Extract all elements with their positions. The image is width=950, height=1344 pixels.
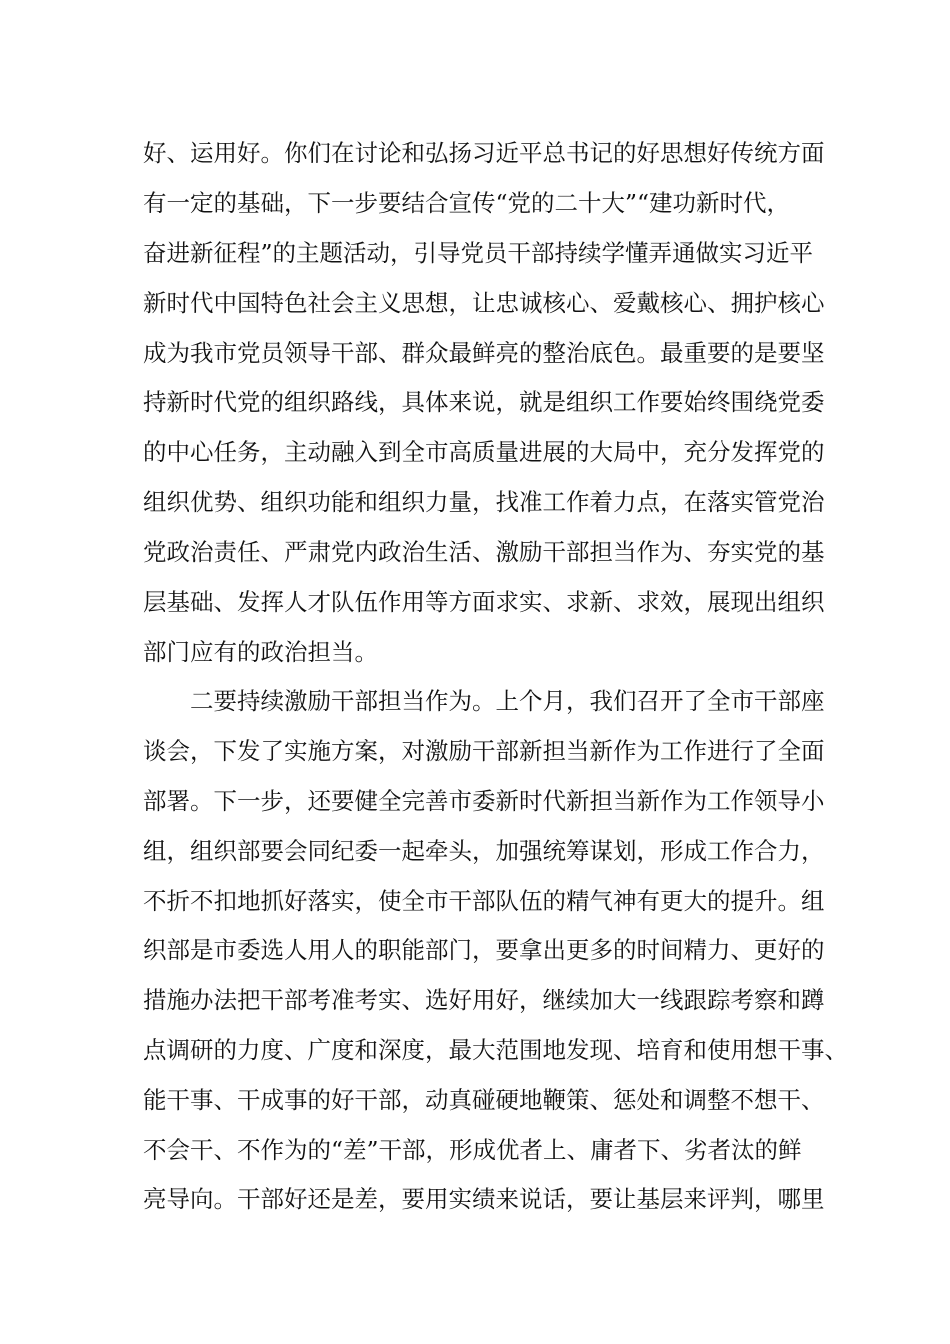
text-line: 奋进新征程”的主题活动，引导党员干部持续学懂弄通做实习近平: [143, 239, 814, 267]
text-line: 部门应有的政治担当。: [143, 638, 378, 666]
text-line: 亮导向。干部好还是差，要用实绩来说话，要让基层来评判，哪里: [143, 1185, 825, 1213]
paragraph-first-line: 二要持续激励干部担当作为。上个月，我们召开了全市干部座: [190, 687, 825, 715]
text-line: 党政治责任、严肃党内政治生活、激励干部担当作为、夯实党的基: [143, 538, 825, 566]
text-line: 点调研的力度、广度和深度，最大范围地发现、培育和使用想干事、: [143, 1036, 848, 1064]
text-line: 不折不扣地抓好落实，使全市干部队伍的精气神有更大的提升。组: [143, 887, 825, 915]
text-line: 组织优势、组织功能和组织力量，找准工作着力点，在落实管党治: [143, 488, 825, 516]
text-line: 有一定的基础，下一步要结合宣传“党的二十大”“建功新时代，: [143, 189, 791, 217]
text-line: 措施办法把干部考准考实、选好用好，继续加大一线跟踪考察和蹲: [143, 986, 825, 1014]
text-line: 谈会，下发了实施方案，对激励干部新担当新作为工作进行了全面: [143, 737, 825, 765]
text-line: 的中心任务，主动融入到全市高质量进展的大局中，充分发挥党的: [143, 438, 825, 466]
text-line: 新时代中国特色社会主义思想，让忠诚核心、爱戴核心、拥护核心: [143, 289, 825, 317]
text-line: 持新时代党的组织路线，具体来说，就是组织工作要始终围绕党委: [143, 388, 825, 416]
text-line: 能干事、干成事的好干部，动真碰硬地鞭策、惩处和调整不想干、: [143, 1086, 825, 1114]
text-line: 组，组织部要会同纪委一起牵头，加强统筹谋划，形成工作合力，: [143, 837, 825, 865]
text-line: 好、运用好。你们在讨论和弘扬习近平总书记的好思想好传统方面: [143, 139, 825, 167]
text-line: 不会干、不作为的“差”干部，形成优者上、庸者下、劣者汰的鲜: [143, 1136, 802, 1164]
text-line: 织部是市委选人用人的职能部门，要拿出更多的时间精力、更好的: [143, 936, 825, 964]
text-line: 部署。下一步，还要健全完善市委新时代新担当新作为工作领导小: [143, 787, 825, 815]
text-line: 成为我市党员领导干部、群众最鲜亮的整治底色。最重要的是要坚: [143, 339, 825, 367]
text-line: 层基础、发挥人才队伍作用等方面求实、求新、求效，展现出组织: [143, 588, 825, 616]
